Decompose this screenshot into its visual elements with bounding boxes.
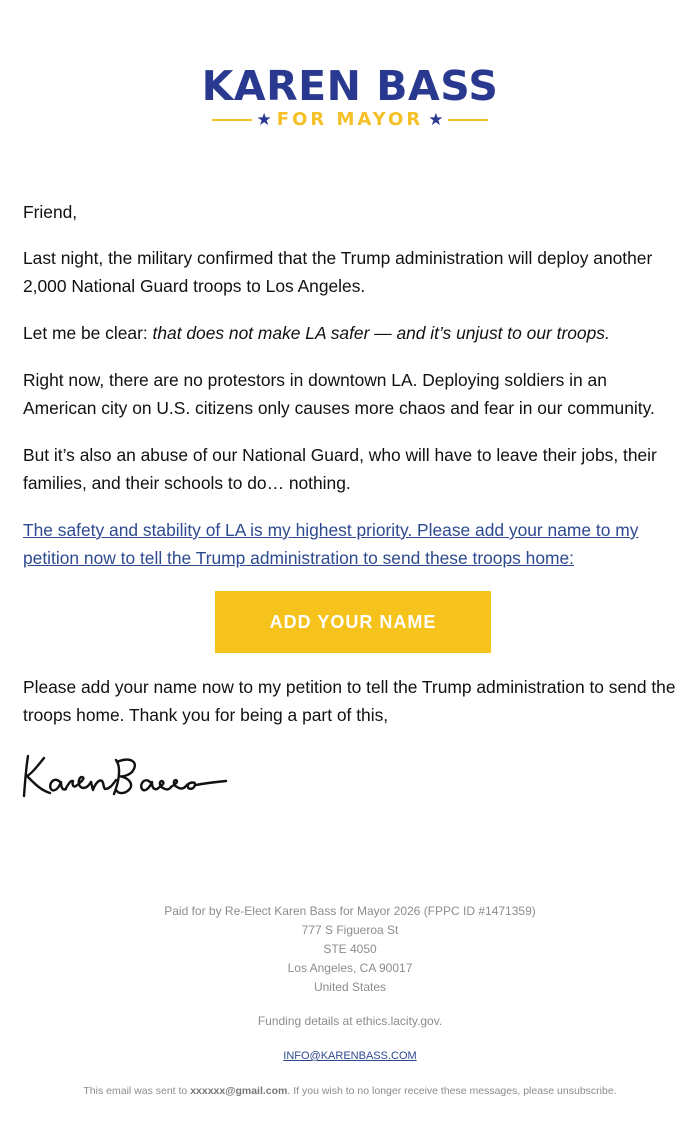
- signature: [20, 748, 230, 809]
- unsubscribe-notice: . If you wish to no longer receive these messages, please unsubscribe.: [287, 1085, 617, 1097]
- star-icon: ★: [428, 110, 444, 129]
- statement-lead: Let me be clear:: [23, 323, 153, 343]
- address-street: 777 S Figueroa St: [301, 923, 399, 937]
- email-body: [23, 198, 683, 748]
- funding-details: Funding details at ethics.lacity.gov.: [257, 1014, 443, 1028]
- logo-name: KAREN BASS: [201, 62, 499, 110]
- sent-prefix: This email was sent to: [83, 1085, 191, 1097]
- petition-link[interactable]: The safety and stability of LA is my highest priority. Please add your name to my petition now to tell the Trump administration to send these troops home:: [23, 520, 639, 568]
- logo-tagline-row: [0, 108, 700, 132]
- campaign-logo: [0, 62, 700, 132]
- recipient-email: xxxxxx@gmail.com: [190, 1085, 288, 1097]
- address-suite: STE 4050: [323, 942, 377, 956]
- button-wrapper: [23, 591, 683, 653]
- contact-email-link[interactable]: INFO@KARENBASS.COM: [283, 1050, 417, 1062]
- paid-for-disclaimer: Paid for by Re-Elect Karen Bass for Mayor 2026 (FPPC ID #1471359): [164, 904, 536, 918]
- contact-email-row: [0, 1046, 700, 1066]
- paragraph-protestors: Right now, there are no protestors in downtown LA. Deploying soldiers in an American city on U.S. citizens only causes more chaos and fear in our community.: [23, 370, 655, 418]
- paragraph-closing: Please add your name now to my petition to tell the Trump administration to send the troops home. Thank you for being a part of this,: [23, 677, 676, 725]
- paragraph-deployment: Last night, the military confirmed that the Trump administration will deploy another 2,000 National Guard troops to Los Angeles.: [23, 248, 653, 296]
- logo-rule-right: [448, 119, 488, 121]
- paragraph-national-guard: But it’s also an abuse of our National Guard, who will have to leave their jobs, their families, and their schools to do… nothing.: [23, 445, 657, 493]
- greeting: Friend,: [23, 202, 78, 222]
- paragraph-statement: [23, 319, 683, 347]
- logo-tagline: FOR MAYOR: [276, 109, 424, 130]
- star-icon: ★: [256, 110, 272, 129]
- petition-link-paragraph: [23, 516, 683, 572]
- statement-emphasis: that does not make LA safer — and it’s unjust to our troops.: [152, 323, 610, 343]
- footer: [0, 902, 700, 1101]
- logo-rule-left: [212, 119, 252, 121]
- add-your-name-button[interactable]: ADD YOUR NAME: [215, 591, 491, 653]
- signature-image: [20, 748, 230, 804]
- address-city: Los Angeles, CA 90017: [287, 961, 413, 975]
- address-country: United States: [313, 980, 387, 994]
- sent-notice: [0, 1082, 700, 1101]
